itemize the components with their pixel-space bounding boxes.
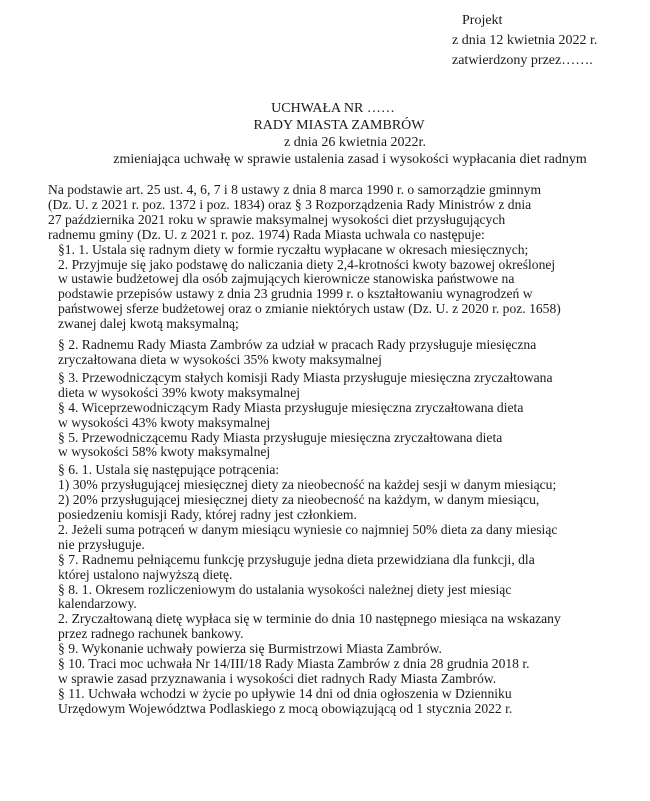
resolution-date: z dnia 26 kwietnia 2022r.	[284, 135, 426, 150]
text-line: Na podstawie art. 25 ust. 4, 6, 7 i 8 ustawy z dnia 8 marca 1990 r. o samorządzie gminnym	[48, 182, 542, 197]
text-line: zryczałtowana dieta w wysokości 35% kwoty maksymalnej	[58, 351, 382, 367]
text-line: przez radnego rachunek bankowy.	[58, 626, 244, 642]
paragraph-10	[48, 657, 628, 687]
paragraph-11	[48, 687, 628, 717]
project-approval: zatwierdzony przez…….	[452, 53, 593, 68]
project-header	[452, 11, 597, 71]
text-line: 2. Jeżeli suma potrąceń w danym miesiącu wyniesie co najmniej 50% dieta za dany miesiąc	[58, 521, 558, 537]
resolution-number: UCHWAŁA NR ……	[271, 101, 395, 116]
text-line: §1. 1. Ustala się radnym diety w formie ryczałtu wypłacane w okresach miesięcznych;	[58, 241, 529, 257]
council-name: RADY MIASTA ZAMBRÓW	[253, 118, 425, 133]
text-line: § 2. Radnemu Rady Miasta Zambrów za udział w pracach Rady przysługuje miesięczna	[58, 337, 537, 353]
paragraph-5	[48, 431, 628, 461]
paragraph-6	[48, 463, 628, 552]
paragraph-8	[48, 583, 628, 643]
text-line: § 7. Radnemu pełniącemu funkcję przysługuje jedna dieta przewidziana dla funkcji, dla	[58, 551, 535, 567]
paragraph-4	[48, 401, 628, 431]
text-line: § 8. 1. Okresem rozliczeniowym do ustalania wysokości należnej diety jest miesiąc	[58, 581, 512, 597]
project-label: Projekt	[462, 13, 503, 28]
text-line: nie przysługuje.	[58, 536, 145, 552]
text-line: § 3. Przewodniczącym stałych komisji Rady Miasta przysługuje miesięczna zryczałtowana	[58, 369, 553, 385]
text-line: w ustawie budżetowej dla osób zajmujących kierownicze stanowiska państwowe na	[58, 271, 515, 287]
text-line: § 9. Wykonanie uchwały powierza się Burmistrzowi Miasta Zambrów.	[58, 641, 442, 657]
text-line: podstawie przepisów ustawy z dnia 23 grudnia 1999 r. o kształtowaniu wynagrodzeń w	[58, 286, 533, 302]
preamble	[48, 183, 628, 243]
text-line: § 5. Przewodniczącemu Rady Miasta przysługuje miesięczna zryczałtowana dieta	[58, 429, 503, 445]
text-line: w wysokości 43% kwoty maksymalnej	[58, 414, 271, 430]
text-line: zwanej dalej kwotą maksymalną;	[58, 316, 239, 332]
text-line: której ustalono najwyższą dietę.	[58, 566, 233, 582]
text-line: radnemu gminy (Dz. U. z 2021 r. poz. 1974) Rada Miasta uchwala co następuje:	[48, 226, 485, 242]
text-line: § 11. Uchwała wchodzi w życie po upływie 14 dni od dnia ogłoszenia w Dzienniku	[58, 685, 512, 701]
text-line: w wysokości 58% kwoty maksymalnej	[58, 444, 271, 460]
paragraph-7	[48, 553, 628, 583]
text-line: Urzędowym Województwa Podlaskiego z mocą obowiązującą od 1 stycznia 2022 r.	[58, 700, 513, 716]
paragraph-9	[48, 642, 628, 657]
text-line: dieta w wysokości 39% kwoty maksymalnej	[58, 384, 301, 400]
text-line: posiedzeniu komisji Rady, której radny jest członkiem.	[58, 507, 357, 523]
text-line: kalendarzowy.	[58, 596, 137, 612]
text-line: § 10. Traci moc uchwała Nr 14/III/18 Rady Miasta Zambrów z dnia 28 grudnia 2018 r.	[58, 656, 530, 672]
text-line: (Dz. U. z 2021 r. poz. 1372 i poz. 1834) oraz § 3 Rozporządzenia Rady Ministrów z dnia	[48, 196, 532, 212]
resolution-subject: zmieniająca uchwałę w sprawie ustalenia zasad i wysokości wypłacania diet radnym	[113, 152, 587, 167]
text-line: 27 października 2021 roku w sprawie maksymalnej wysokości diet przysługujących	[48, 211, 506, 227]
paragraph-1	[48, 243, 628, 332]
text-line: § 6. 1. Ustala się następujące potrącenia:	[58, 462, 280, 478]
text-line: państwowej sferze budżetowej oraz o zmianie niektórych ustaw (Dz. U. z 2020 r. poz. 1658)	[58, 301, 561, 317]
text-line: w sprawie zasad przyznawania i wysokości diet radnych Rady Miasta Zambrów.	[58, 671, 497, 686]
text-line: 2. Zryczałtowaną dietę wypłaca się w terminie do dnia 10 następnego miesiąca na wskazany	[58, 611, 561, 627]
text-line: 1) 30% przysługującej miesięcznej diety za nieobecność na każdej sesji w danym miesiącu;	[58, 477, 557, 493]
text-line: 2. Przyjmuje się jako podstawę do naliczania diety 2,4-krotności kwoty bazowej określonej	[58, 256, 556, 272]
paragraph-2	[48, 338, 628, 368]
document-body	[48, 183, 628, 717]
resolution-title	[0, 100, 650, 168]
project-date: z dnia 12 kwietnia 2022 r.	[452, 33, 598, 48]
text-line: § 4. Wiceprzewodniczącym Rady Miasta przysługuje miesięczna zryczałtowana dieta	[58, 399, 524, 415]
text-line: 2) 20% przysługującej miesięcznej diety za nieobecność na każdym, w danym miesiącu,	[58, 492, 540, 508]
paragraph-3	[48, 371, 628, 401]
